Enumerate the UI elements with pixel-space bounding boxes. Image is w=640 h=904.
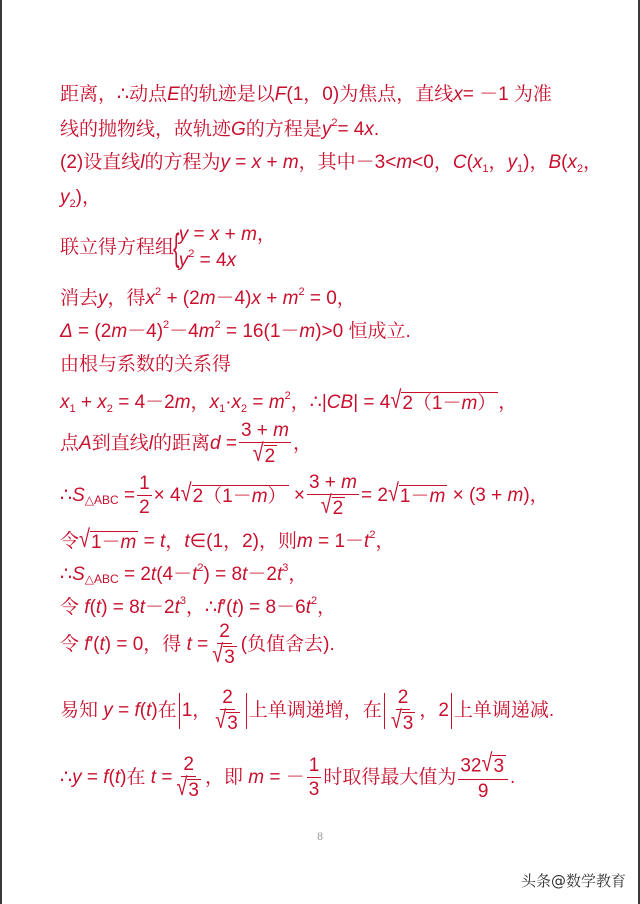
text: + [80,392,93,413]
text: + [224,223,236,245]
text: = [118,700,130,721]
exponent: 2 [369,529,376,541]
text: = 2 [123,564,151,585]
var-m: m [273,419,289,441]
numerator: 3 + [308,471,336,493]
text: = －1 为准 [462,84,552,105]
text: 距离，∴动点 [60,84,168,105]
var-m: m [199,288,216,309]
exponent: 2 [163,319,170,331]
text: = 4 [199,249,227,271]
text: ，∴ [186,597,218,618]
text: ( [108,767,115,788]
numerator: 2 [183,753,194,775]
subscript-abc: △ABC [84,572,119,586]
text: 上单调递增，在 [248,700,382,721]
line-8 [60,350,231,380]
text: )在 [151,700,177,721]
exponent: 2 [214,319,221,331]
text: 令 [60,634,80,655]
text: = 2 [361,485,388,506]
var-t: t [186,634,192,655]
var-m: m [396,152,413,173]
var-t: t [242,564,248,585]
var-A: A [79,433,92,454]
numerator: 2 [219,620,230,642]
exponent: 2 [197,562,204,574]
var-m: m [268,392,285,413]
var-y: y [98,288,108,309]
var-x: x [251,288,261,309]
text: 上单调递减. [453,700,555,721]
var-y: y [103,700,113,721]
line-11 [60,468,549,524]
numerator: 32 [460,755,482,777]
var-t: t [99,634,105,655]
equation-system [179,222,276,274]
var-f: f [84,597,90,618]
text: + [266,288,278,309]
exponent: 2 [284,390,291,402]
var-f: f [84,634,90,655]
denominator: 9 [477,781,489,803]
subscript: 1 [69,403,76,415]
text: ， [583,152,603,173]
text: ′( [222,597,233,618]
denominator: 3 [308,779,320,801]
subscript: 2 [577,163,584,175]
line-17 [60,750,515,806]
text: ( [139,700,147,721]
var-y: y [178,223,189,245]
text: = 4－2 [118,392,175,413]
var-y: y [321,119,332,140]
text: ） [477,392,497,414]
text: 令 [60,531,80,552]
denominator: 2 [139,497,150,519]
fraction [137,474,152,517]
exponent: 2 [298,286,305,298]
text: 易知 [60,700,99,721]
text: × 4 [153,485,181,506]
var-m: m [429,485,446,507]
numerator: 3 + [240,419,268,441]
var-m: m [341,471,357,493]
text: ) = 0，得 [104,634,182,655]
var-t: t [160,531,166,552]
text: 的方程是 [245,119,322,140]
denominator: 3 [227,712,238,734]
var-x: x [209,392,220,413]
text: －2 [247,564,277,585]
interval-bracket-right [246,693,247,729]
text: · [225,392,232,413]
text: －4) [127,321,164,342]
page-number: 8 [316,832,324,843]
line-3 [60,148,602,178]
text: ) = 8－6 [237,597,306,618]
subscript: 2 [241,403,248,415]
text: ， [498,392,518,413]
text: ，∴| [290,392,327,413]
var-t: t [139,597,146,618]
subscript: 1 [517,163,524,175]
denominator: 3 [402,712,414,734]
text: ， [190,392,210,413]
line-7 [60,317,411,347]
text: = 16(1－ [225,321,300,342]
var-d: d [209,433,221,454]
interval-bracket-left [384,693,385,729]
var-m: m [282,152,299,173]
var-m: m [282,288,299,309]
text: (1，0)为焦点，直线 [286,84,454,105]
text: 时取得最大值为 [323,767,457,788]
var-m: m [296,531,313,552]
sqrt-sign: √ 2（1－m） [390,386,497,414]
text: ∴ [60,564,73,585]
text: × (3 + [452,485,503,506]
text: ，其中－3< [298,152,397,173]
var-t: t [150,767,157,788]
var-G: G [231,119,246,140]
denominator: 3 [224,646,235,668]
sqrt-sign: √ 1－m [79,525,137,553]
fraction [389,688,418,735]
var-f: f [134,700,140,721]
fraction [307,756,322,799]
var-x: x [472,152,483,173]
text: 点 [60,433,80,454]
line-12 [60,527,394,557]
var-y: y [60,187,70,208]
sqrt-sign: √ 2 [252,439,276,467]
var-l: l [140,152,145,173]
exponent: 3 [282,562,289,574]
subscript: 1 [482,163,489,175]
text: = [197,634,209,655]
text: . [373,119,380,140]
var-t: t [364,531,370,552]
fraction [174,755,203,802]
fraction [239,421,291,468]
var-CB: CB [326,392,354,413]
var-x: x [364,119,374,140]
sqrt-sign: √ 3 [390,706,414,734]
subscript: 2 [106,403,113,415]
text: ，2 [419,700,449,721]
equation-row-2 [179,248,276,274]
text: = [143,531,155,552]
fraction [213,688,242,735]
var-t: t [174,597,180,618]
text: + (2 [166,288,200,309]
denominator: 2 [264,445,276,467]
var-t: t [150,564,157,585]
var-F: F [274,84,287,105]
var-x: x [226,249,237,271]
text: = [225,433,237,454]
var-m: m [241,223,257,245]
numerator: 2 [397,686,409,708]
fraction [458,749,508,803]
text: = 1－ [318,531,365,552]
text: 联立得方程组 [60,237,175,258]
var-t: t [95,597,102,618]
text: 的距离 [152,433,210,454]
var-x: x [97,392,107,413]
interval-bracket-left [179,693,180,729]
text: －4 [169,321,199,342]
text: ∴ [60,485,73,506]
text: 由根与系数的关系得 [60,354,232,375]
text: = [86,767,98,788]
text: = [193,223,205,245]
var-t: t [276,564,283,585]
text: ( [561,152,568,173]
text: －4) [215,288,252,309]
text: ) = 8 [101,597,140,618]
text: )， [523,485,549,506]
text: 1－ [399,485,430,507]
sqrt-sign: √ 3 [481,749,505,777]
text: ， [288,564,308,585]
text: 的方程为 [144,152,221,173]
denominator: 3 [188,779,199,801]
var-y: y [178,249,189,271]
var-y: y [507,152,518,173]
text: ， [165,531,185,552]
var-t: t [192,564,198,585]
subscript-abc: △ABC [84,493,119,507]
text: = － [269,767,305,788]
text: . [510,767,516,788]
text: + [266,152,278,173]
text: × [293,485,305,506]
text: = 0， [309,288,356,309]
var-y: y [72,767,82,788]
line-6 [60,284,356,314]
line-13 [60,560,307,590]
sqrt-sign: √ 3 [176,773,199,801]
text: )， [75,187,101,208]
text: ） [267,485,287,507]
var-x: x [453,84,463,105]
var-x: x [231,392,242,413]
var-E: E [167,84,180,105]
text: 的轨迹是以 [179,84,275,105]
line-9 [60,388,517,418]
var-m: m [120,531,137,553]
var-l: l [148,433,153,454]
text: = (2 [78,321,112,342]
fraction [307,473,359,520]
sqrt-sign: √ 2 [320,491,344,519]
text: ， [256,223,276,245]
numerator: 2 [222,686,233,708]
denominator: 2 [332,497,344,519]
text: <0， [412,152,453,173]
text: ， [317,597,337,618]
text: ( [89,597,96,618]
subscript: 2 [69,198,76,210]
numerator: 1 [139,473,150,495]
text: ， [293,433,313,454]
text: )>0 恒成立. [315,321,411,342]
line-2 [60,115,379,145]
left-brace: { [173,226,180,269]
text: 令 [60,597,80,618]
var-m: m [251,485,268,507]
text: 2（1－ [192,485,252,507]
var-x: x [145,288,156,309]
text: ′( [89,634,100,655]
text: ， [375,531,395,552]
var-t: t [114,767,121,788]
text: (负值舍去). [240,634,335,655]
text: = [123,485,136,506]
text: ∴ [60,767,73,788]
text: －2 [145,597,175,618]
var-m: m [299,321,316,342]
text: ∈(1，2)，则 [189,531,297,552]
text: 1－ [90,531,121,553]
text: ( [466,152,473,173]
var-t: t [232,597,238,618]
equation-row-1 [179,222,276,248]
sqrt-sign: √ 3 [215,706,238,734]
var-B: B [548,152,562,173]
exponent: 2 [188,247,195,260]
text: = [252,392,264,413]
interval-bracket-right [451,693,452,729]
exponent: 2 [310,595,318,607]
text: ，得 [107,288,146,309]
page-left-border [0,0,2,904]
var-t: t [305,597,311,618]
text: = [161,767,173,788]
var-m: m [248,767,265,788]
sqrt-sign: √ 3 [212,640,235,668]
var-m: m [198,321,215,342]
var-x: x [251,152,262,173]
watermark: 头条@数学教育 [520,872,626,890]
line-15 [60,618,335,672]
fraction [210,622,239,669]
text: (2)设直线 [60,152,141,173]
line-10 [60,416,312,472]
text: (4－ [156,564,193,585]
text: 2（1－ [402,392,462,414]
text: )， [523,152,549,173]
line-5-system [60,220,276,276]
var-x: x [567,152,577,173]
var-y: y [220,152,230,173]
exponent: 3 [179,595,187,607]
var-f: f [217,597,223,618]
subscript: 1 [219,403,226,415]
var-delta: Δ [60,321,73,342]
text: = 4 [337,119,365,140]
var-t: t [184,531,190,552]
line-16 [60,684,554,738]
radicand: 3 [493,755,505,777]
text: = [235,152,247,173]
text: ， [488,152,508,173]
var-C: C [452,152,467,173]
text: 消去 [60,288,99,309]
text: )在 [120,767,146,788]
var-S: S [72,485,85,506]
line-1 [60,80,552,110]
text: 1， [181,700,212,721]
exponent: 2 [155,286,162,298]
var-m: m [174,392,191,413]
line-4 [60,183,101,213]
text: ，即 [204,767,243,788]
text: 到直线 [91,433,149,454]
var-x: x [209,223,220,245]
var-t: t [146,700,152,721]
text: ) = 8 [203,564,243,585]
sqrt-sign: √ 2（1－m） [180,479,287,507]
sqrt-sign: √ 1－m [387,479,446,507]
var-S: S [72,564,85,585]
var-m: m [507,485,524,506]
exponent: 2 [331,117,338,129]
var-f: f [103,767,109,788]
numerator: 1 [308,755,320,777]
var-x: x [60,392,70,413]
text: 线的抛物线，故轨迹 [60,119,232,140]
var-m: m [111,321,128,342]
var-m: m [461,392,478,414]
text: | = 4 [353,392,391,413]
